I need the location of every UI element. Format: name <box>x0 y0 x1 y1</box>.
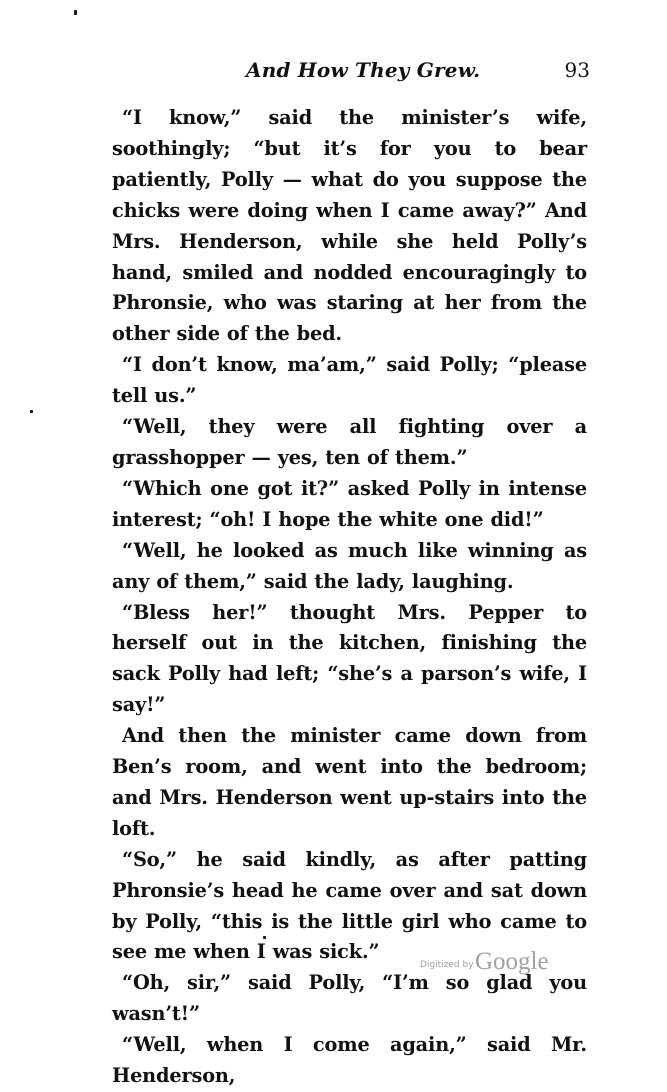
body-text <box>112 103 587 1092</box>
running-head <box>110 58 610 88</box>
digitized-label: Digitized by <box>420 960 474 970</box>
page-number: 93 <box>564 58 590 82</box>
google-logo: Google <box>475 948 549 975</box>
paragraph: “So,” he said kindly, as after patting Phronsie’s head he came over and sat down by Polly, “this is the little girl who came to see me when I was sick.” <box>112 847 587 964</box>
digitized-by-watermark <box>420 950 580 980</box>
paragraph: “Oh, sir,” said Polly, “I’m so glad you wasn’t!” <box>112 971 587 1026</box>
paragraph: “Which one got it?” asked Polly in intense interest; “oh! I hope the white one did!” <box>112 476 587 531</box>
paragraph: “Well, when I come again,” said Mr. Henderson, <box>112 1033 587 1088</box>
ink-speck <box>74 10 77 15</box>
paragraph: “Well, they were all fighting over a grasshopper — yes, ten of them.” <box>112 415 587 469</box>
ink-speck <box>30 410 33 413</box>
running-title: And How They Grew. <box>246 58 481 82</box>
paragraph: And then the minister came down from Ben’s room, and went into the bedroom; and Mrs. Henderson went up-stairs into the loft. <box>112 724 587 840</box>
paragraph: “I don’t know, ma’am,” said Polly; “please tell us.” <box>112 353 587 408</box>
paragraph: “I know,” said the minister’s wife, soothingly; “but it’s for you to bear patiently, Polly — what do you suppose the chicks were doing when I came away?” And Mrs. Henderson, while she held Polly’s hand, smiled and nodded encouragingly to Phronsie, who was staring at her from the other side of the bed. <box>112 106 587 346</box>
paragraph: “Bless her!” thought Mrs. Pepper to herself out in the kitchen, finishing the sack Polly had left; “she’s a parson’s wife, I say!” <box>112 600 587 717</box>
paragraph: “Well, he looked as much like winning as any of them,” said the lady, laughing. <box>112 538 587 593</box>
